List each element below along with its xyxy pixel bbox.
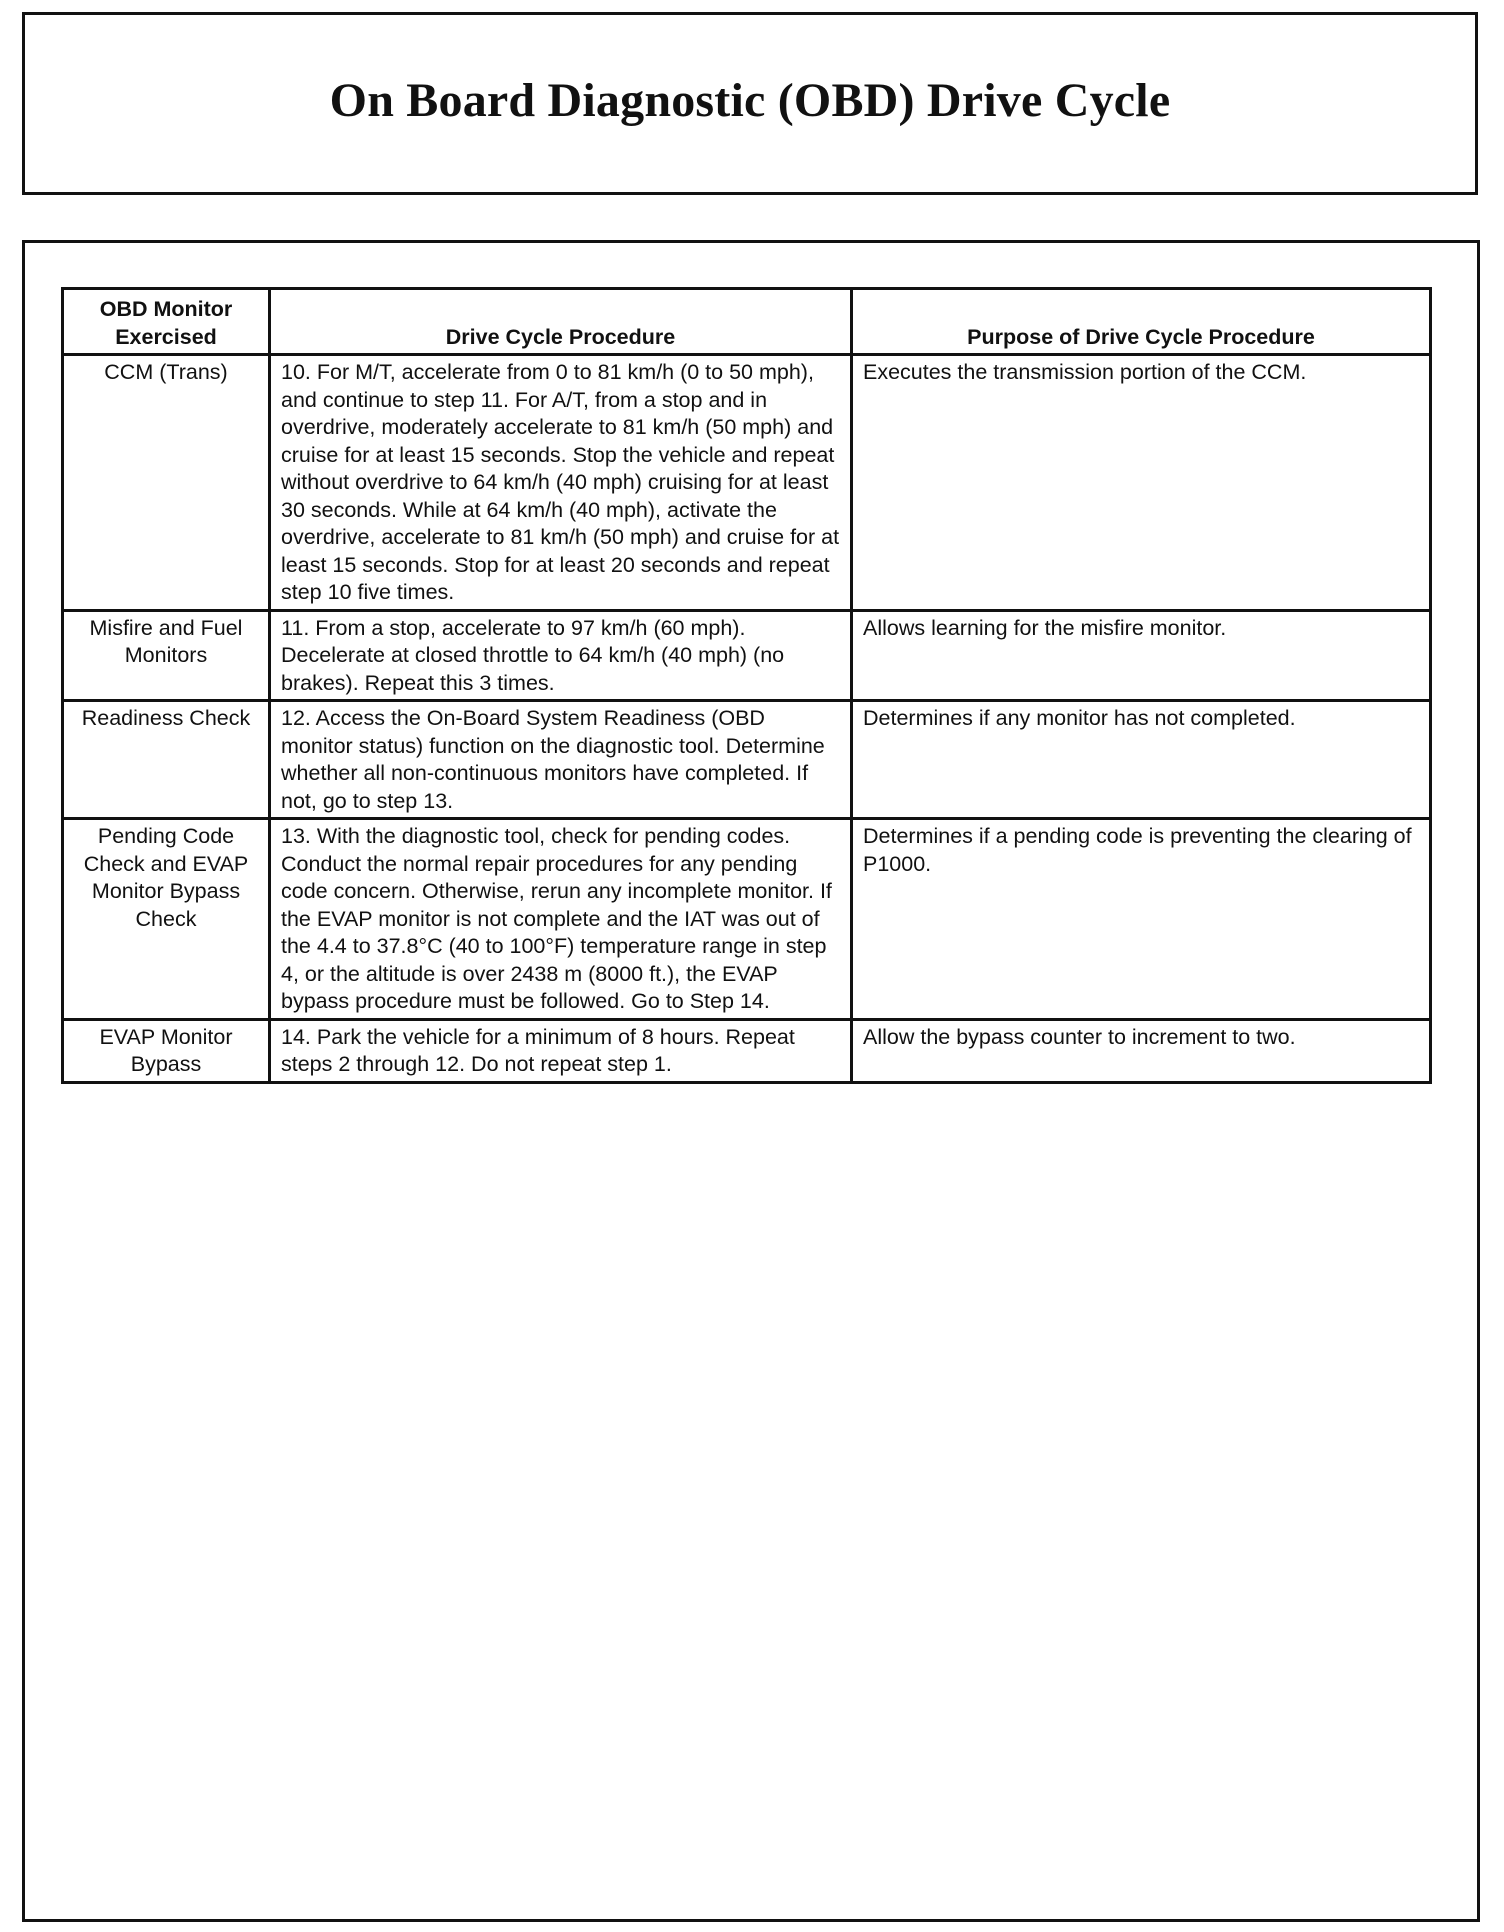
procedure-cell: 11. From a stop, accelerate to 97 km/h (60 mph). Decelerate at closed throttle to 64 km/h (40 mph) (no brakes). Repeat this 3 times. xyxy=(270,610,852,701)
table-row xyxy=(63,701,1431,819)
monitor-cell: CCM (Trans) xyxy=(63,355,270,611)
header-purpose: Purpose of Drive Cycle Procedure xyxy=(852,289,1431,355)
title-box xyxy=(22,12,1478,195)
header-drive-cycle-procedure: Drive Cycle Procedure xyxy=(270,289,852,355)
table-row xyxy=(63,355,1431,611)
table-header-row xyxy=(63,289,1431,355)
table-row xyxy=(63,819,1431,1020)
page-title: On Board Diagnostic (OBD) Drive Cycle xyxy=(329,74,1171,127)
procedure-cell: 14. Park the vehicle for a minimum of 8 hours. Repeat steps 2 through 12. Do not repeat step 1. xyxy=(270,1019,852,1082)
table-row xyxy=(63,610,1431,701)
purpose-cell: Determines if any monitor has not completed. xyxy=(852,701,1431,819)
monitor-cell: Misfire and Fuel Monitors xyxy=(63,610,270,701)
monitor-cell: EVAP Monitor Bypass xyxy=(63,1019,270,1082)
table-row xyxy=(63,1019,1431,1082)
monitor-cell: Pending Code Check and EVAP Monitor Bypass Check xyxy=(63,819,270,1020)
content-box xyxy=(22,240,1480,1922)
purpose-cell: Allows learning for the misfire monitor. xyxy=(852,610,1431,701)
monitor-cell: Readiness Check xyxy=(63,701,270,819)
procedure-cell: 10. For M/T, accelerate from 0 to 81 km/h (0 to 50 mph), and continue to step 11. For A/T, from a stop and in overdrive, moderately accelerate to 81 km/h (50 mph) and cruise for at least 15 seconds. Stop the vehicle and repeat without overdrive to 64 km/h (40 mph) cruising for at least 30 seconds. While at 64 km/h (40 mph), activate the overdrive, accelerate to 81 km/h (50 mph) and cruise for at least 15 seconds. Stop for at least 20 seconds and repeat step 10 five times. xyxy=(270,355,852,611)
drive-cycle-table xyxy=(61,287,1432,1084)
procedure-cell: 12. Access the On-Board System Readiness (OBD monitor status) function on the diagnostic tool. Determine whether all non-continuous monitors have completed. If not, go to step 13. xyxy=(270,701,852,819)
header-obd-monitor: OBD Monitor Exercised xyxy=(63,289,270,355)
purpose-cell: Determines if a pending code is preventing the clearing of P1000. xyxy=(852,819,1431,1020)
procedure-cell: 13. With the diagnostic tool, check for pending codes. Conduct the normal repair procedures for any pending code concern. Otherwise, rerun any incomplete monitor. If the EVAP monitor is not complete and the IAT was out of the 4.4 to 37.8°C (40 to 100°F) temperature range in step 4, or the altitude is over 2438 m (8000 ft.), the EVAP bypass procedure must be followed. Go to Step 14. xyxy=(270,819,852,1020)
purpose-cell: Allow the bypass counter to increment to two. xyxy=(852,1019,1431,1082)
purpose-cell: Executes the transmission portion of the CCM. xyxy=(852,355,1431,611)
